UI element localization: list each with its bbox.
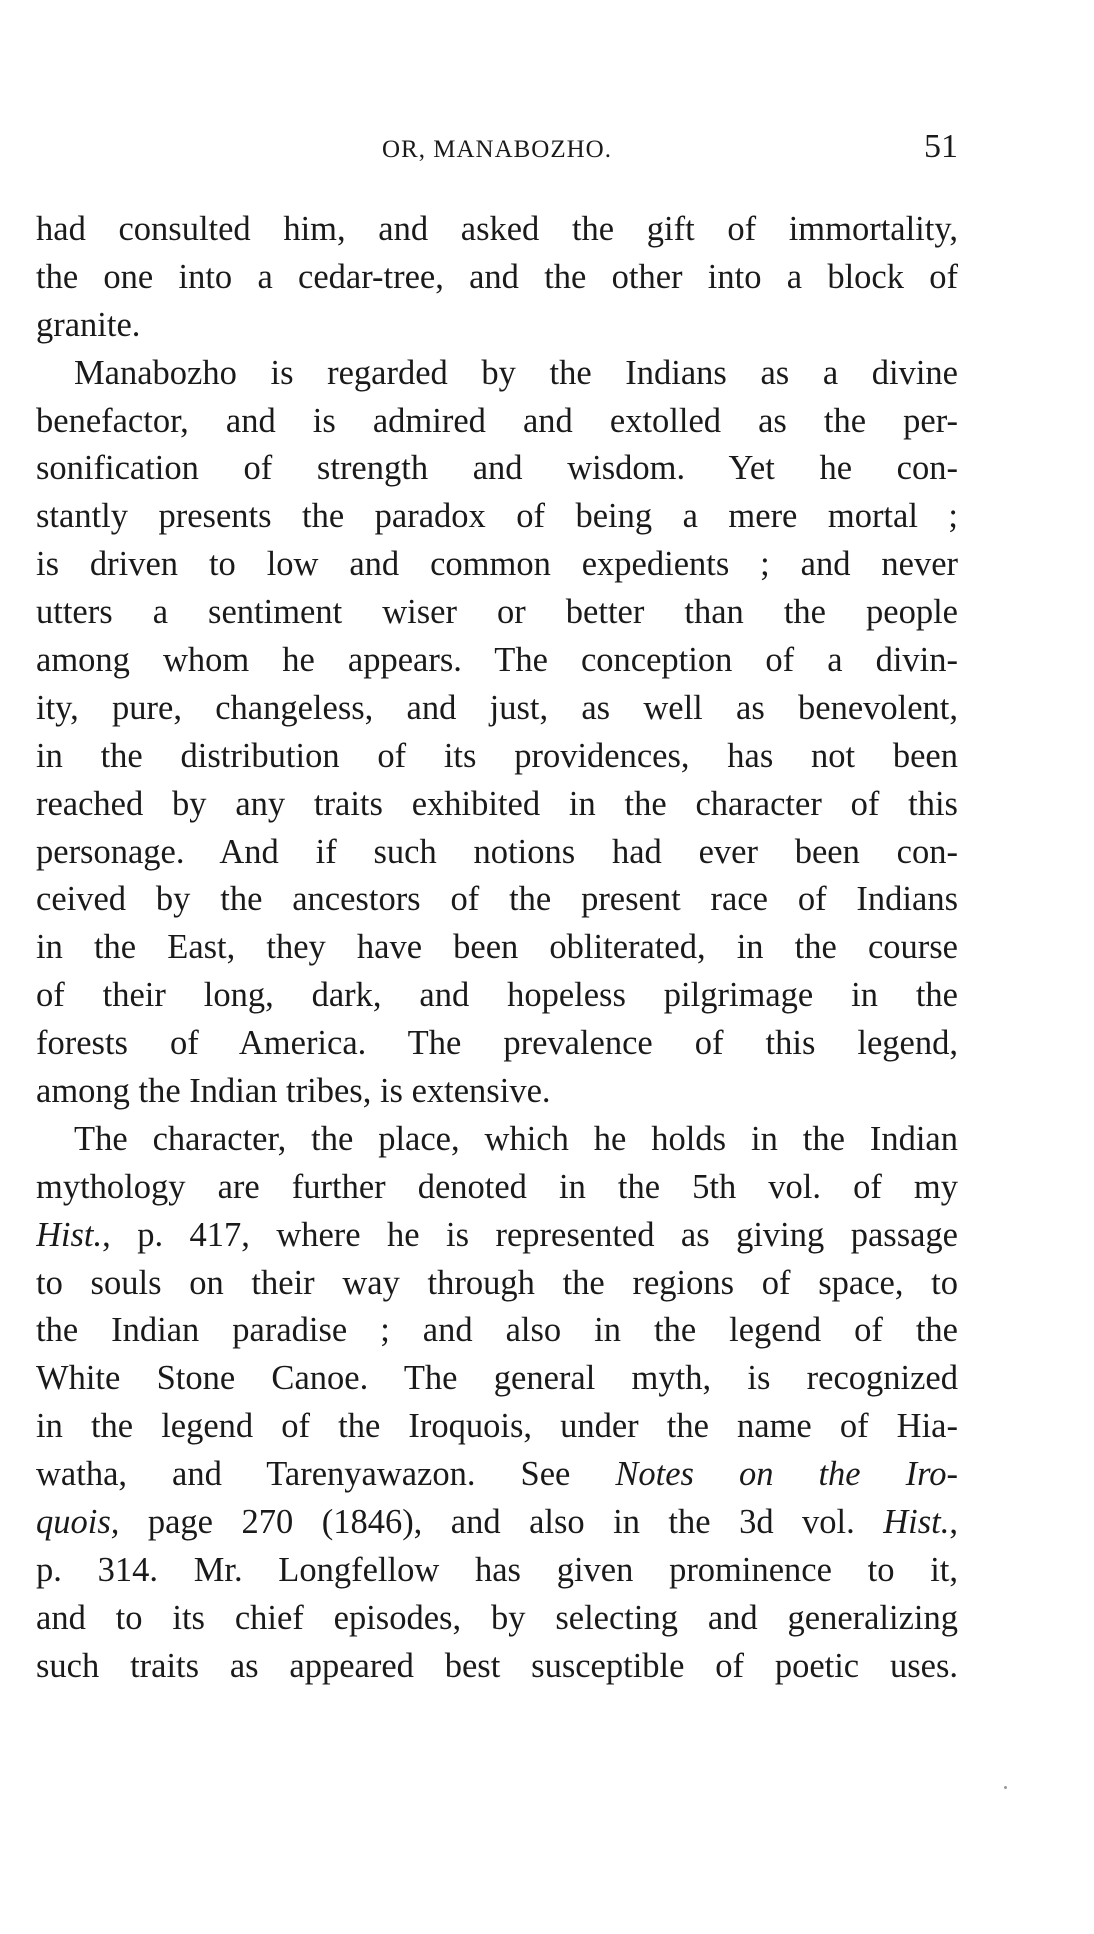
text-line: in the East, they have been obliterated, in the course [36,928,958,967]
text-line: benefactor, and is admired and extolled as the per- [36,401,958,440]
text-line: sonification of strength and wisdom. Yet he con- [36,449,958,488]
text-line: among whom he appears. The conception of a divin- [36,641,958,680]
text-line: Hist., p. 417, where he is represented as giving passage [36,1215,958,1254]
text-line: ceived by the ancestors of the present race of Indians [36,880,958,919]
text-line: p. 314. Mr. Longfellow has given prominence to it, [36,1550,958,1589]
text-line: granite. [36,305,141,344]
text-line: forests of America. The prevalence of this legend, [36,1024,958,1063]
text-line: the one into a cedar-tree, and the other into a block of [36,257,958,296]
text-line: had consulted him, and asked the gift of immortality, [36,210,958,248]
text-line: in the legend of the Iroquois, under the name of Hia- [36,1407,958,1446]
text-line: the Indian paradise ; and also in the legend of the [36,1311,958,1350]
body-text [36,206,958,1691]
text-line: quois, page 270 (1846), and also in the 3d vol. Hist., [36,1503,958,1542]
text-line: utters a sentiment wiser or better than the people [36,593,958,632]
text-line: among the Indian tribes, is extensive. [36,1072,551,1111]
text-line: stantly presents the paradox of being a mere mortal ; [36,497,958,536]
paragraph-first-line: Manabozho is regarded by the Indians as a divine [74,353,958,392]
text-line: in the distribution of its providences, has not been [36,736,958,775]
page-header [36,128,958,172]
text-line: to souls on their way through the regions of space, to [36,1263,958,1302]
text-line: and to its chief episodes, by selecting and generalizing [36,1598,958,1637]
paper-speck [1004,1786,1007,1789]
text-line: is driven to low and common expedients ; and never [36,545,958,584]
text-line: such traits as appeared best susceptible of poetic uses. [36,1646,958,1685]
text-line: mythology are further denoted in the 5th vol. of my [36,1167,958,1206]
text-line: of their long, dark, and hopeless pilgrimage in the [36,976,958,1015]
text-line: White Stone Canoe. The general myth, is recognized [36,1359,958,1398]
text-line: watha, and Tarenyawazon. See Notes on the Iro- [36,1455,958,1494]
paragraph-first-line: The character, the place, which he holds in the Indian [74,1119,958,1158]
page-number: 51 [924,128,958,165]
text-line: reached by any traits exhibited in the character of this [36,784,958,823]
text-line: ity, pure, changeless, and just, as well as benevolent, [36,688,958,727]
text-line: personage. And if such notions had ever been con- [36,832,958,871]
running-head: OR, MANABOZHO. [382,136,612,163]
